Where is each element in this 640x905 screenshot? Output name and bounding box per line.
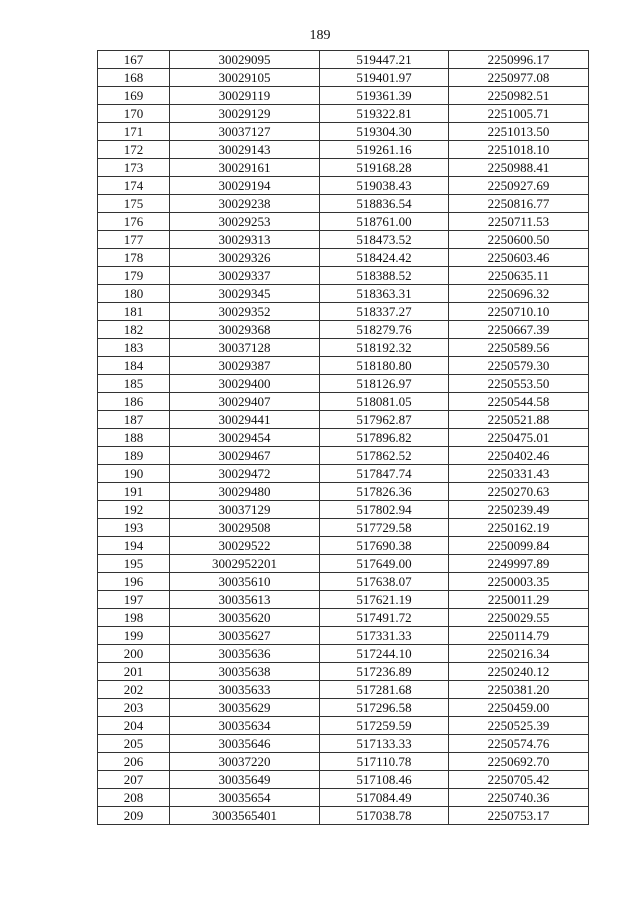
x-coordinate-cell: 518126.97 (320, 375, 449, 393)
point-id-cell: 30037127 (170, 123, 320, 141)
point-id-cell: 30035634 (170, 717, 320, 735)
x-coordinate-cell: 518081.05 (320, 393, 449, 411)
point-id-cell: 30035620 (170, 609, 320, 627)
x-coordinate-cell: 517802.94 (320, 501, 449, 519)
point-id-cell: 30029337 (170, 267, 320, 285)
y-coordinate-cell: 2250114.79 (449, 627, 589, 645)
y-coordinate-cell: 2250740.36 (449, 789, 589, 807)
table-row (98, 69, 589, 87)
point-id-cell: 30029345 (170, 285, 320, 303)
x-coordinate-cell: 517847.74 (320, 465, 449, 483)
point-id-cell: 30029400 (170, 375, 320, 393)
y-coordinate-cell: 2250710.10 (449, 303, 589, 321)
y-coordinate-cell: 2250381.20 (449, 681, 589, 699)
x-coordinate-cell: 517133.33 (320, 735, 449, 753)
point-id-cell: 30029326 (170, 249, 320, 267)
table-row (98, 645, 589, 663)
table-row (98, 501, 589, 519)
y-coordinate-cell: 2250240.12 (449, 663, 589, 681)
x-coordinate-cell: 518388.52 (320, 267, 449, 285)
y-coordinate-cell: 2251018.10 (449, 141, 589, 159)
point-id-cell: 30029095 (170, 51, 320, 69)
x-coordinate-cell: 517236.89 (320, 663, 449, 681)
y-coordinate-cell: 2251005.71 (449, 105, 589, 123)
row-number-cell: 204 (98, 717, 170, 735)
y-coordinate-cell: 2250402.46 (449, 447, 589, 465)
x-coordinate-cell: 517862.52 (320, 447, 449, 465)
y-coordinate-cell: 2250600.50 (449, 231, 589, 249)
coordinates-table-body (98, 51, 589, 825)
y-coordinate-cell: 2250475.01 (449, 429, 589, 447)
y-coordinate-cell: 2250696.32 (449, 285, 589, 303)
table-row (98, 699, 589, 717)
y-coordinate-cell: 2250603.46 (449, 249, 589, 267)
x-coordinate-cell: 517962.87 (320, 411, 449, 429)
point-id-cell: 30035646 (170, 735, 320, 753)
table-row (98, 573, 589, 591)
row-number-cell: 181 (98, 303, 170, 321)
row-number-cell: 199 (98, 627, 170, 645)
row-number-cell: 193 (98, 519, 170, 537)
table-row (98, 51, 589, 69)
point-id-cell: 30029480 (170, 483, 320, 501)
row-number-cell: 169 (98, 87, 170, 105)
x-coordinate-cell: 519401.97 (320, 69, 449, 87)
table-row (98, 591, 589, 609)
x-coordinate-cell: 517491.72 (320, 609, 449, 627)
row-number-cell: 184 (98, 357, 170, 375)
table-row (98, 789, 589, 807)
table-row (98, 465, 589, 483)
table-row (98, 195, 589, 213)
y-coordinate-cell: 2250711.53 (449, 213, 589, 231)
point-id-cell: 30029352 (170, 303, 320, 321)
y-coordinate-cell: 2250589.56 (449, 339, 589, 357)
coordinates-table (97, 50, 589, 825)
row-number-cell: 191 (98, 483, 170, 501)
table-row (98, 735, 589, 753)
x-coordinate-cell: 517038.78 (320, 807, 449, 825)
y-coordinate-cell: 2250270.63 (449, 483, 589, 501)
table-row (98, 555, 589, 573)
y-coordinate-cell: 2250816.77 (449, 195, 589, 213)
x-coordinate-cell: 518337.27 (320, 303, 449, 321)
x-coordinate-cell: 519304.30 (320, 123, 449, 141)
y-coordinate-cell: 2250927.69 (449, 177, 589, 195)
y-coordinate-cell: 2250705.42 (449, 771, 589, 789)
x-coordinate-cell: 518180.80 (320, 357, 449, 375)
x-coordinate-cell: 517638.07 (320, 573, 449, 591)
x-coordinate-cell: 517244.10 (320, 645, 449, 663)
point-id-cell: 30029368 (170, 321, 320, 339)
table-row (98, 429, 589, 447)
point-id-cell: 30035633 (170, 681, 320, 699)
y-coordinate-cell: 2250011.29 (449, 591, 589, 609)
point-id-cell: 30035654 (170, 789, 320, 807)
table-row (98, 663, 589, 681)
row-number-cell: 209 (98, 807, 170, 825)
point-id-cell: 30037220 (170, 753, 320, 771)
row-number-cell: 183 (98, 339, 170, 357)
table-row (98, 519, 589, 537)
table-row (98, 231, 589, 249)
point-id-cell: 3003565401 (170, 807, 320, 825)
row-number-cell: 182 (98, 321, 170, 339)
x-coordinate-cell: 517729.58 (320, 519, 449, 537)
page-number: 189 (309, 28, 331, 43)
y-coordinate-cell: 2250667.39 (449, 321, 589, 339)
row-number-cell: 208 (98, 789, 170, 807)
table-row (98, 753, 589, 771)
x-coordinate-cell: 517259.59 (320, 717, 449, 735)
row-number-cell: 201 (98, 663, 170, 681)
table-row (98, 249, 589, 267)
y-coordinate-cell: 2249997.89 (449, 555, 589, 573)
y-coordinate-cell: 2250162.19 (449, 519, 589, 537)
y-coordinate-cell: 2250753.17 (449, 807, 589, 825)
table-row (98, 393, 589, 411)
row-number-cell: 168 (98, 69, 170, 87)
table-row (98, 609, 589, 627)
row-number-cell: 186 (98, 393, 170, 411)
row-number-cell: 203 (98, 699, 170, 717)
point-id-cell: 30029313 (170, 231, 320, 249)
point-id-cell: 3002952201 (170, 555, 320, 573)
table-row (98, 177, 589, 195)
x-coordinate-cell: 519447.21 (320, 51, 449, 69)
row-number-cell: 178 (98, 249, 170, 267)
x-coordinate-cell: 518192.32 (320, 339, 449, 357)
row-number-cell: 200 (98, 645, 170, 663)
point-id-cell: 30029161 (170, 159, 320, 177)
row-number-cell: 196 (98, 573, 170, 591)
point-id-cell: 30035649 (170, 771, 320, 789)
x-coordinate-cell: 517084.49 (320, 789, 449, 807)
x-coordinate-cell: 518424.42 (320, 249, 449, 267)
x-coordinate-cell: 517110.78 (320, 753, 449, 771)
y-coordinate-cell: 2250331.43 (449, 465, 589, 483)
point-id-cell: 30029454 (170, 429, 320, 447)
table-row (98, 771, 589, 789)
row-number-cell: 206 (98, 753, 170, 771)
point-id-cell: 30029253 (170, 213, 320, 231)
x-coordinate-cell: 519361.39 (320, 87, 449, 105)
x-coordinate-cell: 517331.33 (320, 627, 449, 645)
point-id-cell: 30029194 (170, 177, 320, 195)
y-coordinate-cell: 2250544.58 (449, 393, 589, 411)
point-id-cell: 30029119 (170, 87, 320, 105)
table-row (98, 483, 589, 501)
point-id-cell: 30029105 (170, 69, 320, 87)
table-row (98, 159, 589, 177)
row-number-cell: 207 (98, 771, 170, 789)
x-coordinate-cell: 517281.68 (320, 681, 449, 699)
y-coordinate-cell: 2250239.49 (449, 501, 589, 519)
point-id-cell: 30035627 (170, 627, 320, 645)
point-id-cell: 30029472 (170, 465, 320, 483)
table-row (98, 213, 589, 231)
row-number-cell: 176 (98, 213, 170, 231)
point-id-cell: 30035613 (170, 591, 320, 609)
point-id-cell: 30035636 (170, 645, 320, 663)
row-number-cell: 167 (98, 51, 170, 69)
table-row (98, 411, 589, 429)
point-id-cell: 30029387 (170, 357, 320, 375)
y-coordinate-cell: 2250579.30 (449, 357, 589, 375)
y-coordinate-cell: 2250988.41 (449, 159, 589, 177)
table-row (98, 87, 589, 105)
row-number-cell: 174 (98, 177, 170, 195)
point-id-cell: 30029407 (170, 393, 320, 411)
table-row (98, 375, 589, 393)
row-number-cell: 189 (98, 447, 170, 465)
point-id-cell: 30035638 (170, 663, 320, 681)
point-id-cell: 30029467 (170, 447, 320, 465)
y-coordinate-cell: 2250459.00 (449, 699, 589, 717)
point-id-cell: 30035610 (170, 573, 320, 591)
row-number-cell: 180 (98, 285, 170, 303)
row-number-cell: 173 (98, 159, 170, 177)
row-number-cell: 192 (98, 501, 170, 519)
x-coordinate-cell: 519038.43 (320, 177, 449, 195)
x-coordinate-cell: 519168.28 (320, 159, 449, 177)
point-id-cell: 30029441 (170, 411, 320, 429)
y-coordinate-cell: 2251013.50 (449, 123, 589, 141)
row-number-cell: 202 (98, 681, 170, 699)
y-coordinate-cell: 2250635.11 (449, 267, 589, 285)
table-row (98, 141, 589, 159)
row-number-cell: 194 (98, 537, 170, 555)
row-number-cell: 185 (98, 375, 170, 393)
x-coordinate-cell: 517690.38 (320, 537, 449, 555)
x-coordinate-cell: 519322.81 (320, 105, 449, 123)
y-coordinate-cell: 2250099.84 (449, 537, 589, 555)
y-coordinate-cell: 2250982.51 (449, 87, 589, 105)
point-id-cell: 30037129 (170, 501, 320, 519)
y-coordinate-cell: 2250216.34 (449, 645, 589, 663)
table-row (98, 627, 589, 645)
table-row (98, 717, 589, 735)
x-coordinate-cell: 518473.52 (320, 231, 449, 249)
table-row (98, 681, 589, 699)
y-coordinate-cell: 2250574.76 (449, 735, 589, 753)
point-id-cell: 30029129 (170, 105, 320, 123)
row-number-cell: 190 (98, 465, 170, 483)
point-id-cell: 30029143 (170, 141, 320, 159)
row-number-cell: 170 (98, 105, 170, 123)
x-coordinate-cell: 518761.00 (320, 213, 449, 231)
table-row (98, 807, 589, 825)
x-coordinate-cell: 518836.54 (320, 195, 449, 213)
table-row (98, 357, 589, 375)
x-coordinate-cell: 517826.36 (320, 483, 449, 501)
x-coordinate-cell: 519261.16 (320, 141, 449, 159)
y-coordinate-cell: 2250977.08 (449, 69, 589, 87)
x-coordinate-cell: 517108.46 (320, 771, 449, 789)
table-row (98, 267, 589, 285)
y-coordinate-cell: 2250029.55 (449, 609, 589, 627)
table-row (98, 447, 589, 465)
x-coordinate-cell: 517621.19 (320, 591, 449, 609)
x-coordinate-cell: 518363.31 (320, 285, 449, 303)
x-coordinate-cell: 517296.58 (320, 699, 449, 717)
point-id-cell: 30035629 (170, 699, 320, 717)
table-row (98, 303, 589, 321)
x-coordinate-cell: 517896.82 (320, 429, 449, 447)
y-coordinate-cell: 2250521.88 (449, 411, 589, 429)
row-number-cell: 187 (98, 411, 170, 429)
y-coordinate-cell: 2250692.70 (449, 753, 589, 771)
y-coordinate-cell: 2250003.35 (449, 573, 589, 591)
row-number-cell: 171 (98, 123, 170, 141)
table-row (98, 321, 589, 339)
x-coordinate-cell: 518279.76 (320, 321, 449, 339)
row-number-cell: 197 (98, 591, 170, 609)
y-coordinate-cell: 2250525.39 (449, 717, 589, 735)
point-id-cell: 30029238 (170, 195, 320, 213)
row-number-cell: 177 (98, 231, 170, 249)
table-row (98, 285, 589, 303)
row-number-cell: 198 (98, 609, 170, 627)
y-coordinate-cell: 2250996.17 (449, 51, 589, 69)
point-id-cell: 30037128 (170, 339, 320, 357)
x-coordinate-cell: 517649.00 (320, 555, 449, 573)
row-number-cell: 205 (98, 735, 170, 753)
table-row (98, 105, 589, 123)
row-number-cell: 188 (98, 429, 170, 447)
row-number-cell: 195 (98, 555, 170, 573)
y-coordinate-cell: 2250553.50 (449, 375, 589, 393)
row-number-cell: 172 (98, 141, 170, 159)
row-number-cell: 179 (98, 267, 170, 285)
table-row (98, 537, 589, 555)
point-id-cell: 30029508 (170, 519, 320, 537)
point-id-cell: 30029522 (170, 537, 320, 555)
table-row (98, 123, 589, 141)
row-number-cell: 175 (98, 195, 170, 213)
table-row (98, 339, 589, 357)
